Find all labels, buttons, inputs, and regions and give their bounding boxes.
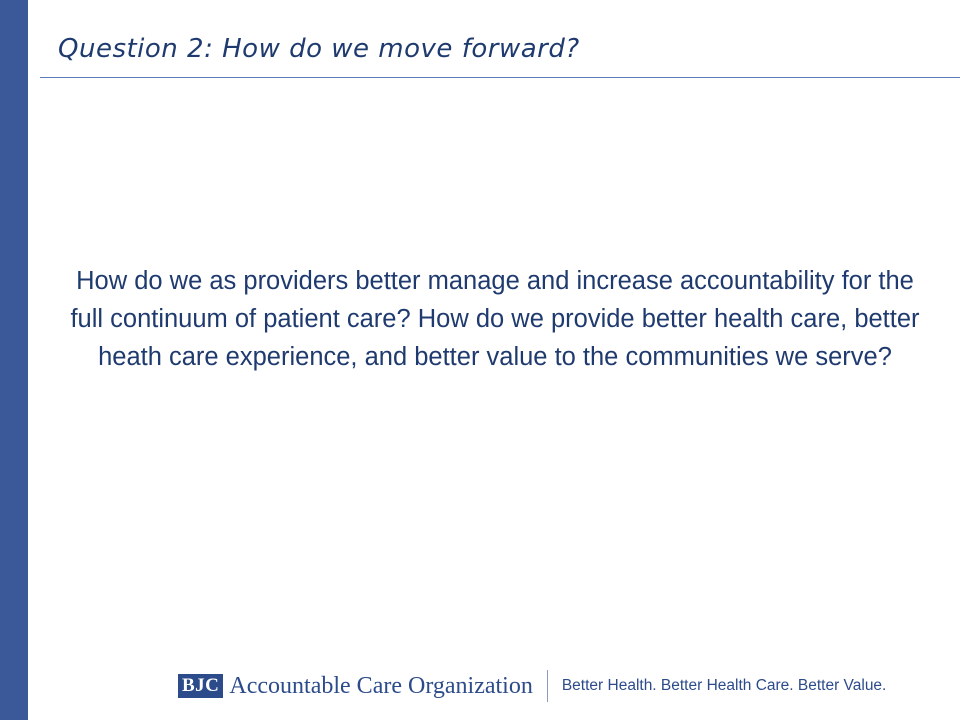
bjc-logo: BJC	[178, 674, 223, 698]
slide-body-text: How do we as providers better manage and increase accountability for the full continuum of patient care? How do we provide better health care, better heath care experience, and better value to the communities we serve?	[70, 267, 920, 371]
footer-branding	[178, 670, 886, 702]
slide-title: Question 2: How do we move forward?	[58, 34, 580, 64]
organization-name: Accountable Care Organization	[229, 672, 533, 699]
footer-divider	[547, 670, 548, 702]
title-underline	[40, 77, 960, 78]
side-accent-bar	[0, 0, 28, 720]
footer-tagline: Better Health. Better Health Care. Better Value.	[561, 677, 887, 694]
